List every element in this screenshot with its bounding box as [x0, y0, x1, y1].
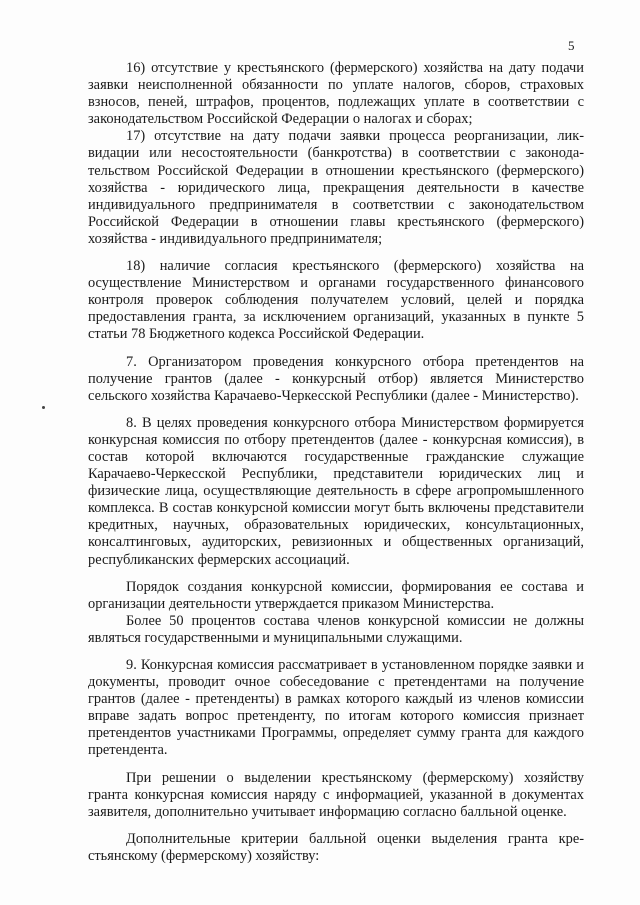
paragraph-commission-procedure: Порядок создания конкурсной комиссии, формирования ее состава и организации деятельности утверждается приказом Министерства.: [88, 578, 584, 612]
paragraph-item-16: 16) отсутствие у крестьянского (фермерского) хозяйства на дату подачи заявки неисполненной обязанности по уплате налогов, сборов, страховых взносов, пеней, штрафов, процентов, подлежащих уплате в соответствии с законодательством Российской Федерации о налогах и сборах;: [88, 60, 584, 128]
paragraph-item-18: 18) наличие согласия крестьянского (фермерского) хозяйства на осуществление Министерством и органами государственного финансового контроля проверок соблюдения получателем условий, целей и порядка предоставления гранта, за исключением организаций, указанных в пункте 5 статьи 78 Бюджетного кодекса Российской Федерации.: [88, 258, 584, 343]
paragraph-commission-membership: Более 50 процентов состава членов конкурсной комиссии не должны являться государственными и муниципальными служащими.: [88, 612, 584, 646]
page-number: 5: [568, 38, 575, 53]
paragraph-grant-decision: При решении о выделении крестьянскому (фермерскому) хозяйству гранта конкурсная комиссия наряду с информацией, указанной в документах заявителя, дополнительно учитывает информацию согласно балльной оценке.: [88, 769, 584, 820]
paragraph-clause-7: 7. Организатором проведения конкурсного отбора претендентов на получение грантов (далее - конкурсный отбор) является Министерство сельского хозяйства Карачаево-Черкесской Республики (далее - Министерство).: [88, 353, 584, 404]
paragraph-item-17: 17) отсутствие на дату подачи заявки процесса реорганизации, ликвидации или несостоятельности (банкротства) в соответствии с законодательством Российской Федерации в отношении крестьянского (фермерского) хозяйства - юридического лица, прекращения деятельности в качестве индивидуального предпринимателя в соответствии с законодательством Российской Федерации в отношении главы крестьянского (фермерского) хозяйства - индивидуального предпринимателя;: [88, 128, 584, 247]
paragraph-clause-8: 8. В целях проведения конкурсного отбора Министерством формируется конкурсная комиссия по отбору претендентов (далее - конкурсная комиссия), в состав которой включаются государственные гражданские служащие Карачаево-Черкесской Республики, представители юридических лиц и физические лица, осуществляющие деятельность в сфере агропромышленного комплекса. В состав конкурсной комиссии могут быть включены представители кредитных, научных, образовательных юридических, консультационных, консалтинговых, аудиторских, ревизионных и общественных организаций, республиканских фермерских ассоциаций.: [88, 414, 584, 568]
document-body: [88, 60, 584, 865]
scan-speck: [42, 406, 45, 409]
paragraph-additional-criteria: Дополнительные критерии балльной оценки выделения гранта крестьянскому (фермерскому) хозяйству:: [88, 830, 584, 864]
paragraph-clause-9: 9. Конкурсная комиссия рассматривает в установленном порядке заявки и документы, проводит очное собеседование с претендентами на получение грантов (далее - претенденты) в рамках которого каждый из членов комиссии вправе задать вопрос претенденту, по итогам которого комиссия признает претендентов участниками Программы, определяет сумму гранта для каждого претендента.: [88, 657, 584, 759]
